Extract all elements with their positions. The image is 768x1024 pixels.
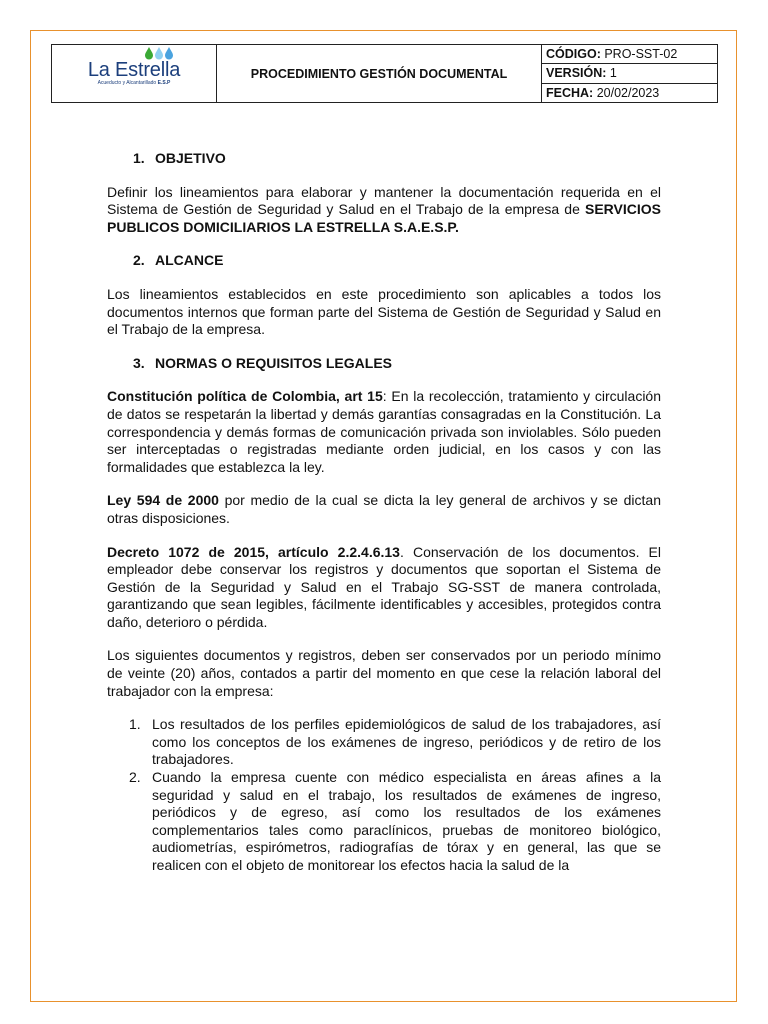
paragraph-alcance: Los lineamientos establecidos en este procedimiento son aplicables a todos los documentos internos que forman parte del Sistema de Gestión de Seguridad y Salud en el Trabajo de la empresa. — [107, 285, 661, 338]
section-heading-alcance: 2. ALCANCE — [133, 252, 224, 269]
logo-tagline: Acueducto y Alcantarillado E.S.P — [97, 80, 171, 86]
paragraph-ley-594: Ley 594 de 2000 por medio de la cual se dicta la ley general de archivos y se dictan otras disposiciones. — [107, 492, 661, 526]
paragraph-decreto-1072: Decreto 1072 de 2015, artículo 2.2.4.6.13. Conservación de los documentos. El empleador debe conservar los registros y documentos que soportan el Sistema de Gestión de la Seguridad y Salud en el Trabajo SG-SST de manera controlada, garantizando que sean legibles, fácilmente identificables y accesibles, protegidos contra daño, deterioro o pérdida. — [107, 543, 662, 630]
water-drops-icon — [144, 46, 174, 60]
codigo-field: CÓDIGO: PRO-SST-02 — [542, 45, 718, 64]
paragraph-constitucion: Constitución política de Colombia, art 15: En la recolección, tratamiento y circulación de datos se respetarán la libertad y demás garantías consagradas en la Constitución. La correspondencia y demás formas de comunicación privada son inviolables. Sólo pueden ser interceptadas o registradas mediante orden judicial, en los casos y con las formalidades que establezca la ley. — [107, 388, 661, 475]
document-title: PROCEDIMIENTO GESTIÓN DOCUMENTAL — [217, 45, 542, 103]
section-heading-objetivo: 1. OBJETIVO — [133, 150, 226, 166]
list-item: 1. Los resultados de los perfiles epidemiológicos de salud de los trabajadores, así como los conceptos de los exámenes de ingreso, periódicos y de retiro de los trabajadores. — [129, 716, 661, 768]
version-field: VERSIÓN: 1 — [542, 64, 718, 83]
document-body — [107, 150, 661, 875]
logo-cell — [52, 45, 217, 103]
section-heading-normas: 3. NORMAS O REQUISITOS LEGALES — [133, 354, 392, 371]
logo-name: La Estrella — [87, 59, 181, 81]
company-logo — [88, 60, 180, 87]
paragraph-objetivo: Definir los lineamientos para elaborar y mantener la documentación requerida en el Sistema de Gestión de Seguridad y Salud en el Trabajo de la empresa de SERVICIOS PUBLICOS DOMICILIARIOS LA ESTRELLA S.A.E.S.P. — [107, 183, 661, 235]
retention-list — [107, 716, 661, 874]
document-header — [51, 44, 718, 103]
paragraph-documentos-conservar: Los siguientes documentos y registros, deben ser conservados por un periodo mínimo de veinte (20) años, contados a partir del momento en que cese la relación laboral del trabajador con la empresa: — [107, 647, 661, 699]
fecha-field: FECHA: 20/02/2023 — [542, 83, 718, 102]
list-item: 2. Cuando la empresa cuente con médico especialista en áreas afines a la seguridad y salud en el trabajo, los resultados de exámenes de ingreso, periódicos y de egreso, así como los resultados de los exámenes complementarios tales como paraclínicos, pruebas de monitoreo biológico, audiometrías, espirómetros, radiografías de tórax y en general, las que se realicen con el objeto de monitorear los efectos hacia la salud de la — [129, 769, 661, 873]
